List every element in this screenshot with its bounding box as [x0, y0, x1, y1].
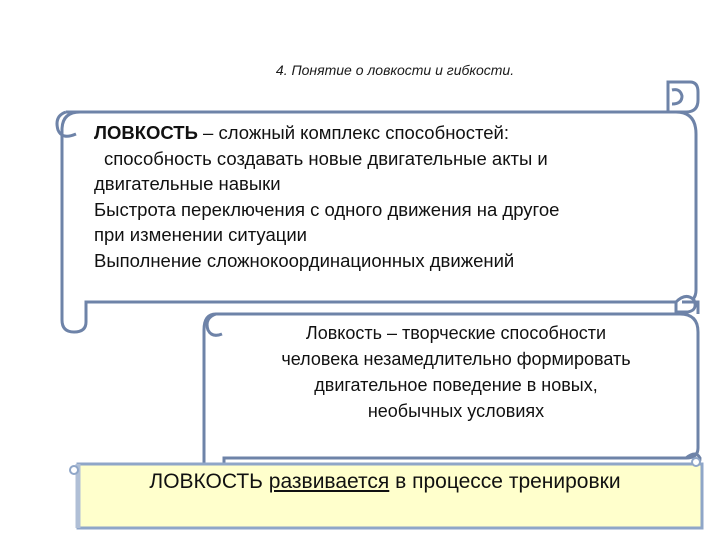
scroll-1-heading — [94, 120, 684, 146]
scroll-2-text — [226, 320, 686, 424]
scroll-1-text — [94, 120, 684, 273]
scroll-1-heading-bold: ЛОВКОСТЬ — [94, 122, 198, 143]
scroll-2-line: человека незамедлительно формировать — [281, 349, 631, 369]
scroll-1-line: Быстрота переключения с одного движения на другое — [94, 198, 560, 220]
page-title: 4. Понятие о ловкости и гибкости. — [275, 62, 515, 78]
banner-part2-underlined: развивается — [268, 470, 390, 493]
scroll-1-line: при изменении ситуации — [94, 224, 307, 245]
banner-part3: в процессе тренировки — [389, 470, 621, 493]
scroll-1-heading-rest: – сложный комплекс способностей: — [197, 122, 509, 143]
scroll-1-line: Выполнение сложнокоординационных движений — [94, 249, 515, 271]
scroll-1-line: способность создавать новые двигательные акты и — [104, 147, 548, 169]
banner-part1: ЛОВКОСТЬ — [149, 470, 269, 493]
scroll-2-line: необычных условиях — [367, 401, 545, 421]
scroll-1-line: двигательные навыки — [94, 173, 281, 194]
scroll-2-line: двигательное поведение в новых, — [314, 375, 598, 395]
banner-text — [90, 468, 680, 496]
scroll-2-line: Ловкость – творческие способности — [305, 323, 607, 343]
